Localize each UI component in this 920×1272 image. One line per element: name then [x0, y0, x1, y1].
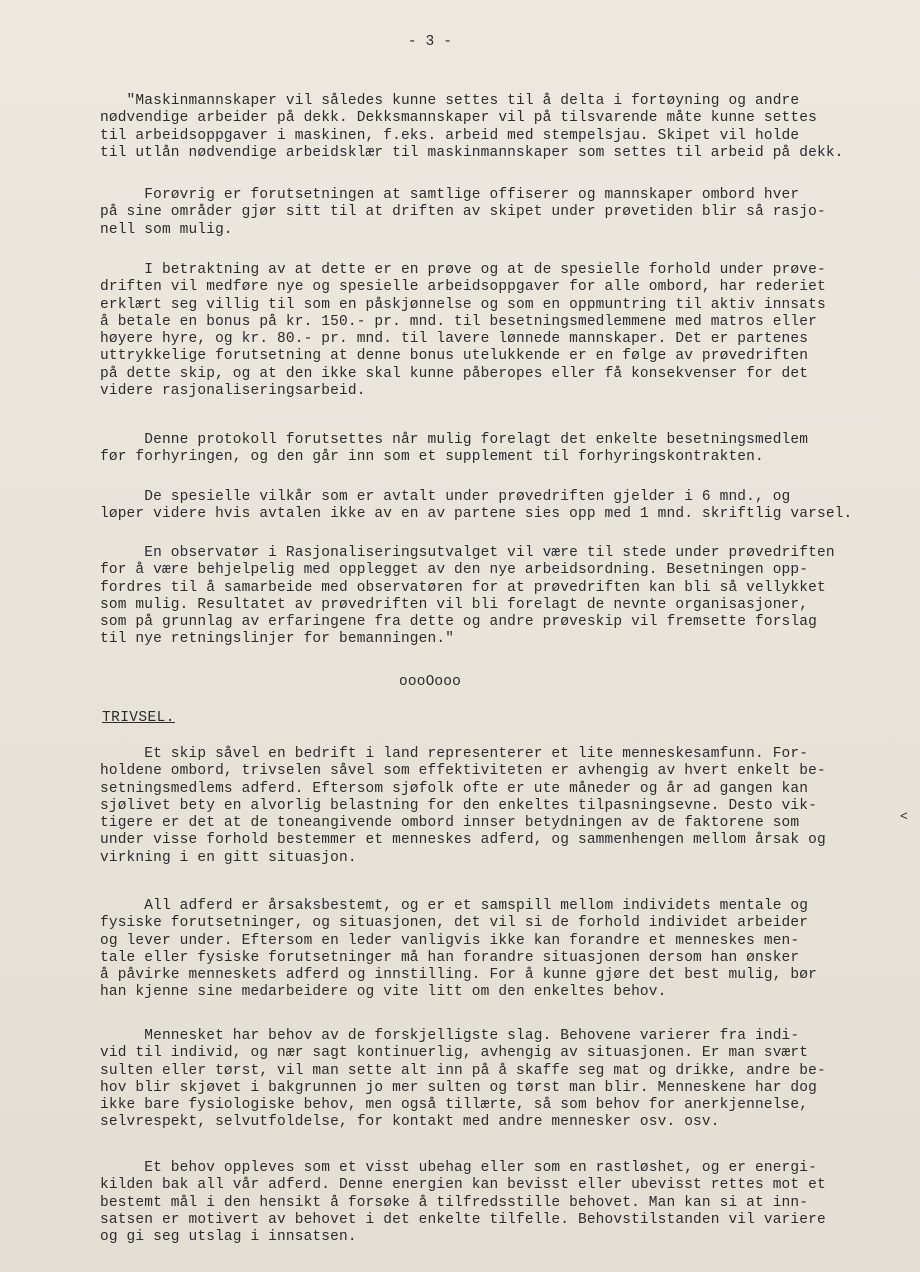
- paragraph-terms: [100, 489, 890, 524]
- text-line: Forøvrig er forutsetningen at samtlige offiserer og mannskaper ombord hver: [100, 187, 800, 203]
- text-line: for å være behjelpelig med opplegget av den nye arbeidsordning. Besetningen opp-: [100, 562, 809, 579]
- text-line: sjølivet bety en alvorlig belastning for den enkeltes tilpasningsevne. Desto vik-: [100, 797, 817, 814]
- text-line: kilden bak all vår adferd. Denne energien kan bevisst eller ubevisst rettes mot et: [100, 1177, 826, 1194]
- text-line: tigere er det at de toneangivende ombord innser betydningen av de faktorene som: [100, 815, 800, 832]
- text-line: sulten eller tørst, vil man sette alt inn på å skaffe seg mat og drikke, andre be-: [100, 1062, 826, 1079]
- text-line: som mulig. Resultatet av prøvedriften vil bli forelagt de nevnte organisasjoner,: [100, 596, 809, 613]
- text-line: løper videre hvis avtalen ikke av en av partene sies opp med 1 mnd. skriftlig varsel.: [100, 506, 853, 523]
- paragraph-quote-engine-crew: [100, 93, 890, 162]
- text-line: å påvirke menneskets adferd og innstilling. For å kunne gjøre det best mulig, bør: [100, 967, 817, 984]
- text-line: til arbeidsoppgaver i maskinen, f.eks. arbeid med stempelsjau. Skipet vil holde: [100, 127, 800, 144]
- paragraph-bonus: [100, 262, 890, 400]
- text-line: vid til individ, og nær sagt kontinuerlig, avhengig av situasjonen. Er man svært: [100, 1045, 809, 1062]
- text-line: og lever under. Eftersom en leder vanligvis ikke kan forandre et menneskes men-: [100, 932, 800, 949]
- paragraph-behaviour: [100, 898, 890, 1002]
- text-line: tale eller fysiske forutsetninger må han forandre situasjonen dersom han ønsker: [100, 949, 800, 966]
- text-line: hov blir skjøvet i bakgrunnen jo mer sulten og tørst man blir. Menneskene har dog: [100, 1079, 817, 1096]
- paragraph-energy: [100, 1160, 890, 1246]
- paragraph-observer: [100, 545, 890, 649]
- text-line: virkning i en gitt situasjon.: [100, 849, 357, 866]
- text-line: setningsmedlems adferd. Eftersom sjøfolk ofte er ute måneder og år ad gangen kan: [100, 780, 809, 797]
- text-line: All adferd er årsaksbestemt, og er et samspill mellom individets mentale og: [100, 898, 809, 914]
- text-line: Mennesket har behov av de forskjelligste slag. Behovene varierer fra indi-: [100, 1028, 800, 1044]
- text-line: Denne protokoll forutsettes når mulig forelagt det enkelte besetningsmedlem: [100, 432, 809, 448]
- text-line: erklært seg villig til som en påskjønnelse og som en oppmuntring til aktiv innsats: [100, 296, 826, 313]
- text-line: holdene ombord, trivselen såvel som effektiviteten er avhengig av hvert enkelt be-: [100, 763, 826, 780]
- text-line: satsen er motivert av behovet i det enkelte tilfelle. Behovstilstanden vil variere: [100, 1211, 826, 1228]
- text-line: før forhyringen, og den går inn som et supplement til forhyringskontrakten.: [100, 449, 764, 466]
- text-line: på sine områder gjør sitt til at driften av skipet under prøvetiden blir så rasjo-: [100, 204, 826, 221]
- paragraph-protocol: [100, 432, 890, 467]
- section-separator: oooOooo: [399, 674, 461, 690]
- text-line: han kjenne sine medarbeidere og vite litt om den enkeltes behov.: [100, 984, 667, 1001]
- text-line: selvrespekt, selvutfoldelse, for kontakt med andre mennesker osv. osv.: [100, 1114, 720, 1131]
- text-line: videre rasjonaliseringsarbeid.: [100, 383, 366, 400]
- text-line: og gi seg utslag i innsatsen.: [100, 1229, 357, 1246]
- section-heading: TRIVSEL.: [102, 710, 175, 726]
- text-line: fordres til å samarbeide med observatøren for at prøvedriften kan bli så vellykket: [100, 579, 826, 596]
- margin-mark: <: [900, 809, 908, 824]
- text-line: som på grunnlag av erfaringene fra dette og andre prøveskip vil fremsette forslag: [100, 614, 817, 631]
- text-line: Et behov oppleves som et visst ubehag eller som en rastløshet, og er energi-: [100, 1160, 817, 1176]
- paragraph-officers: [100, 187, 890, 239]
- paragraph-needs: [100, 1028, 890, 1132]
- text-line: på dette skip, og at den ikke skal kunne påberopes eller få konsekvenser for det: [100, 365, 809, 382]
- text-line: høyere hyre, og kr. 80.- pr. mnd. til lavere lønnede mannskaper. Det er partenes: [100, 331, 809, 348]
- text-line: under visse forhold bestemmer et menneskes adferd, og sammenhengen mellom årsak og: [100, 832, 826, 849]
- text-line: Et skip såvel en bedrift i land representerer et lite menneskesamfunn. For-: [100, 746, 809, 762]
- text-line: I betraktning av at dette er en prøve og at de spesielle forhold under prøve-: [100, 262, 826, 278]
- page-number: - 3 -: [407, 34, 453, 50]
- text-line: driften vil medføre nye og spesielle arbeidsoppgaver for alle ombord, har rederiet: [100, 279, 826, 296]
- paragraph-ship-society: [100, 746, 890, 867]
- text-line: fysiske forutsetninger, og situasjonen, det vil si de forhold individet arbeider: [100, 915, 809, 932]
- text-line: å betale en bonus på kr. 150.- pr. mnd. til besetningsmedlemmene med matros eller: [100, 313, 817, 330]
- text-line: til utlån nødvendige arbeidsklær til maskinmannskaper som settes til arbeid på dekk.: [100, 144, 844, 161]
- text-line: uttrykkelige forutsetning at denne bonus utelukkende er en følge av prøvedriften: [100, 348, 809, 365]
- text-line: De spesielle vilkår som er avtalt under prøvedriften gjelder i 6 mnd., og: [100, 489, 791, 505]
- text-line: "Maskinmannskaper vil således kunne settes til å delta i fortøyning og andre: [100, 93, 800, 109]
- text-line: ikke bare fysiologiske behov, men også tillærte, så som behov for anerkjennelse,: [100, 1097, 809, 1114]
- text-line: nødvendige arbeider på dekk. Dekksmannskaper vil på tilsvarende måte kunne settes: [100, 110, 817, 127]
- text-line: En observatør i Rasjonaliseringsutvalget vil være til stede under prøvedriften: [100, 545, 835, 561]
- text-line: nell som mulig.: [100, 221, 233, 238]
- text-line: til nye retningslinjer for bemanningen.": [100, 631, 455, 648]
- text-line: bestemt mål i den hensikt å forsøke å tilfredsstille behovet. Man kan si at inn-: [100, 1194, 809, 1211]
